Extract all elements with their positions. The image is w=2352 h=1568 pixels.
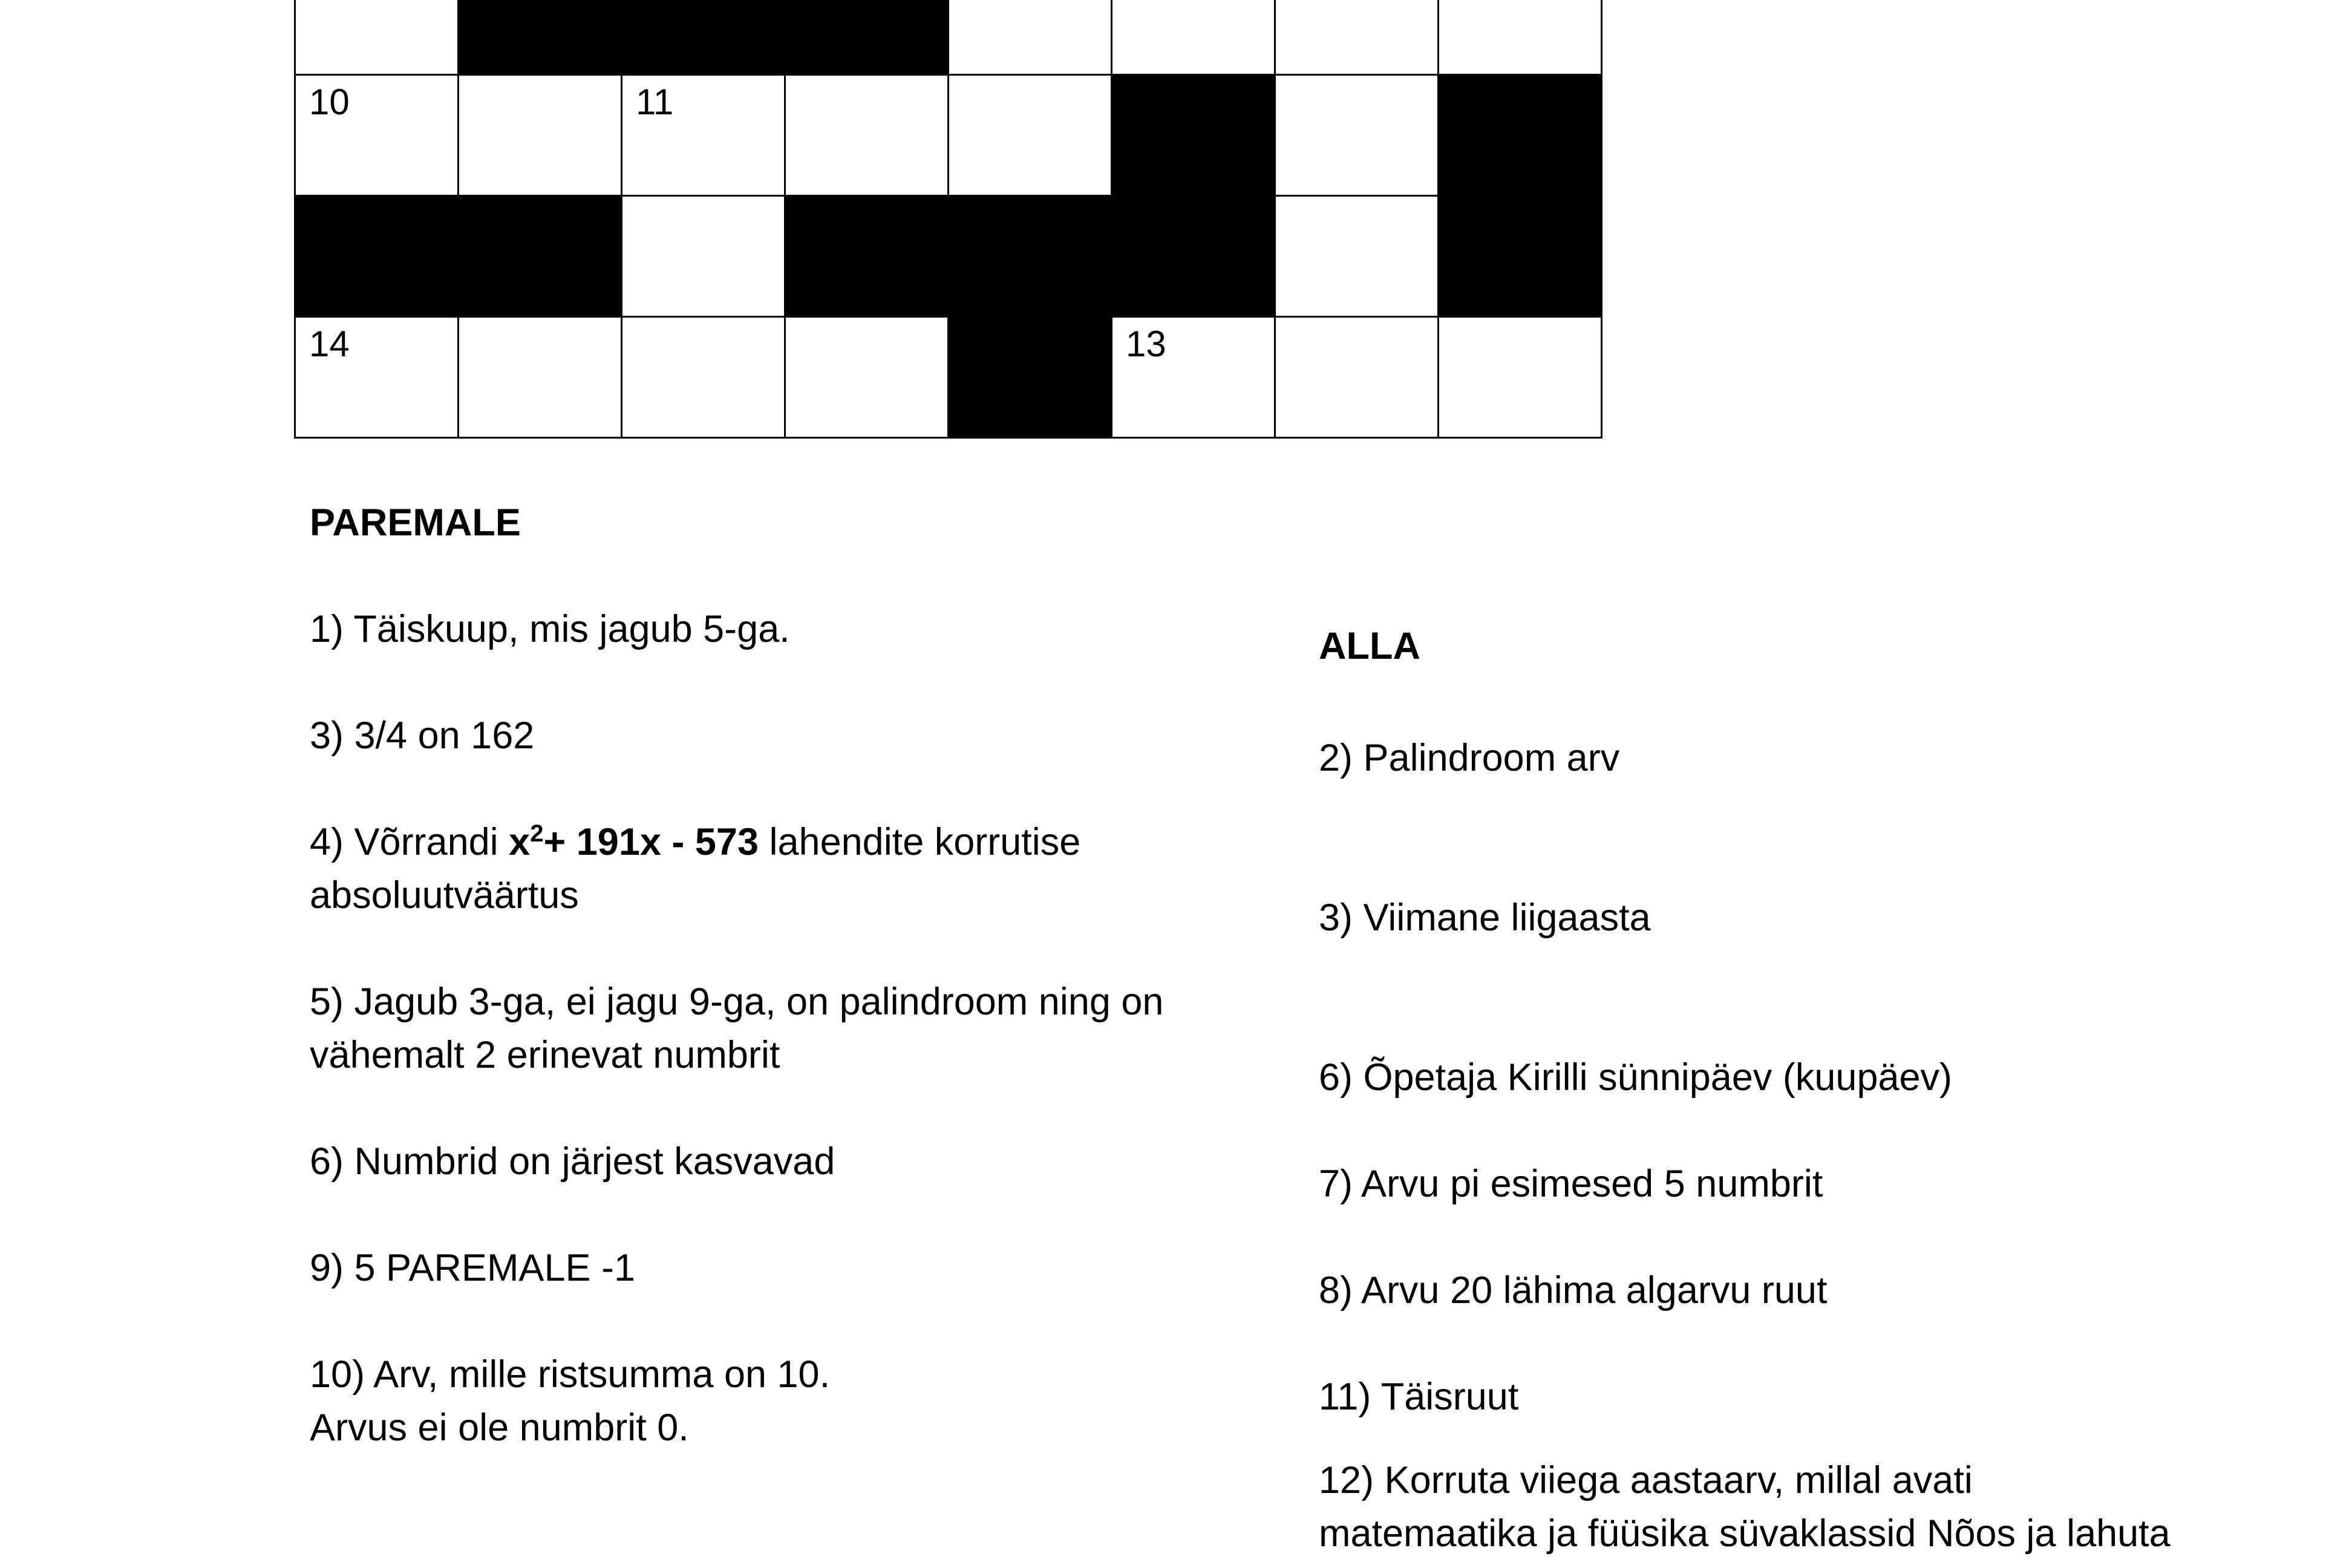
clue-5-line1: 5) Jagub 3-ga, ei jagu 9-ga, on palindroom ning on	[310, 981, 1164, 1023]
across-heading: PAREMALE	[310, 501, 521, 544]
equation-rest: + 191x - 573	[543, 821, 759, 863]
down-clue-6: 6) Õpetaja Kirilli sünnipäev (kuupäev)	[1319, 1056, 1953, 1099]
clue-4-prefix: 4) Võrrandi	[310, 821, 509, 863]
clue-5-line2: vähemalt 2 erinevat numbrit	[310, 1034, 780, 1076]
down-clue-3: 3) Viimane liigaasta	[1319, 897, 1651, 939]
cell-number: 14	[309, 324, 350, 364]
grid-cell[interactable]	[1276, 0, 1439, 76]
grid-cell-black	[786, 197, 949, 318]
down-heading: ALLA	[1319, 625, 1420, 667]
across-clue-6: 6) Numbrid on järjest kasvavad	[310, 1140, 835, 1183]
clue-10-line2: Arvus ei ole numbrit 0.	[310, 1406, 689, 1449]
grid-cell-black	[786, 0, 949, 76]
grid-cell[interactable]	[786, 76, 949, 197]
grid-cell[interactable]	[1439, 318, 1602, 439]
across-clue-10	[310, 1348, 1266, 1454]
clue-4-suffix: lahendite korrutise	[759, 821, 1081, 863]
clue-12-line1: 12) Korruta viiega aastaarv, millal avati	[1319, 1459, 1973, 1501]
grid-cell[interactable]	[1276, 76, 1439, 197]
grid-cell-black	[1112, 197, 1276, 318]
equation-x: x	[509, 821, 531, 863]
grid-cell-black	[296, 197, 459, 318]
down-clue-2: 2) Palindroom arv	[1319, 737, 1620, 779]
grid-cell-black	[949, 197, 1112, 318]
grid-cell-black	[1112, 76, 1276, 197]
grid-cell[interactable]	[949, 76, 1112, 197]
grid-cell[interactable]	[1112, 0, 1276, 76]
clue-4-line2: absoluutväärtus	[310, 874, 579, 916]
grid-cell[interactable]	[296, 76, 459, 197]
grid-cell-black	[459, 0, 622, 76]
down-clue-7: 7) Arvu pi esimesed 5 numbrit	[1319, 1163, 1823, 1205]
across-clue-5	[310, 975, 1266, 1082]
grid-cell-black	[949, 318, 1112, 439]
grid-cell[interactable]	[296, 318, 459, 439]
across-clues	[310, 496, 1266, 1508]
crossword-grid	[294, 0, 1602, 439]
grid-cell-black	[622, 0, 786, 76]
across-clue-9: 9) 5 PAREMALE -1	[310, 1247, 636, 1289]
grid-cell-black	[459, 197, 622, 318]
grid-cell[interactable]	[459, 318, 622, 439]
clue-10-line1: 10) Arv, mille ristsumma on 10.	[310, 1353, 831, 1396]
grid-cell[interactable]	[1112, 318, 1276, 439]
grid-cell[interactable]	[296, 0, 459, 76]
equation-exponent: 2	[530, 820, 544, 847]
cell-number: 13	[1126, 324, 1166, 364]
across-clue-1: 1) Täiskuup, mis jagub 5-ga.	[310, 608, 790, 650]
grid-cell[interactable]	[459, 76, 622, 197]
grid-cell[interactable]	[949, 0, 1112, 76]
grid-cell[interactable]	[1276, 197, 1439, 318]
equation	[509, 821, 759, 863]
grid-cell[interactable]	[1276, 318, 1439, 439]
grid-cell-black	[1439, 76, 1602, 197]
cell-number: 10	[309, 82, 350, 122]
across-clue-4	[310, 815, 1266, 922]
clue-12-line2: matemaatika ja füüsika süvaklassid Nõos ja lahuta	[1319, 1512, 2171, 1555]
grid-cell[interactable]	[622, 76, 786, 197]
grid-cell-black	[1439, 197, 1602, 318]
down-clue-12	[1319, 1454, 2347, 1560]
down-clues	[1319, 619, 2347, 1560]
grid-cell[interactable]	[786, 318, 949, 439]
cell-number: 11	[636, 82, 674, 122]
down-clue-8: 8) Arvu 20 lähima algarvu ruut	[1319, 1269, 1828, 1312]
across-clue-3: 3) 3/4 on 162	[310, 714, 535, 757]
grid-cell[interactable]	[622, 318, 786, 439]
grid-cell[interactable]	[622, 197, 786, 318]
grid-cell[interactable]	[1439, 0, 1602, 76]
down-clue-11: 11) Täisruut	[1319, 1376, 1519, 1418]
